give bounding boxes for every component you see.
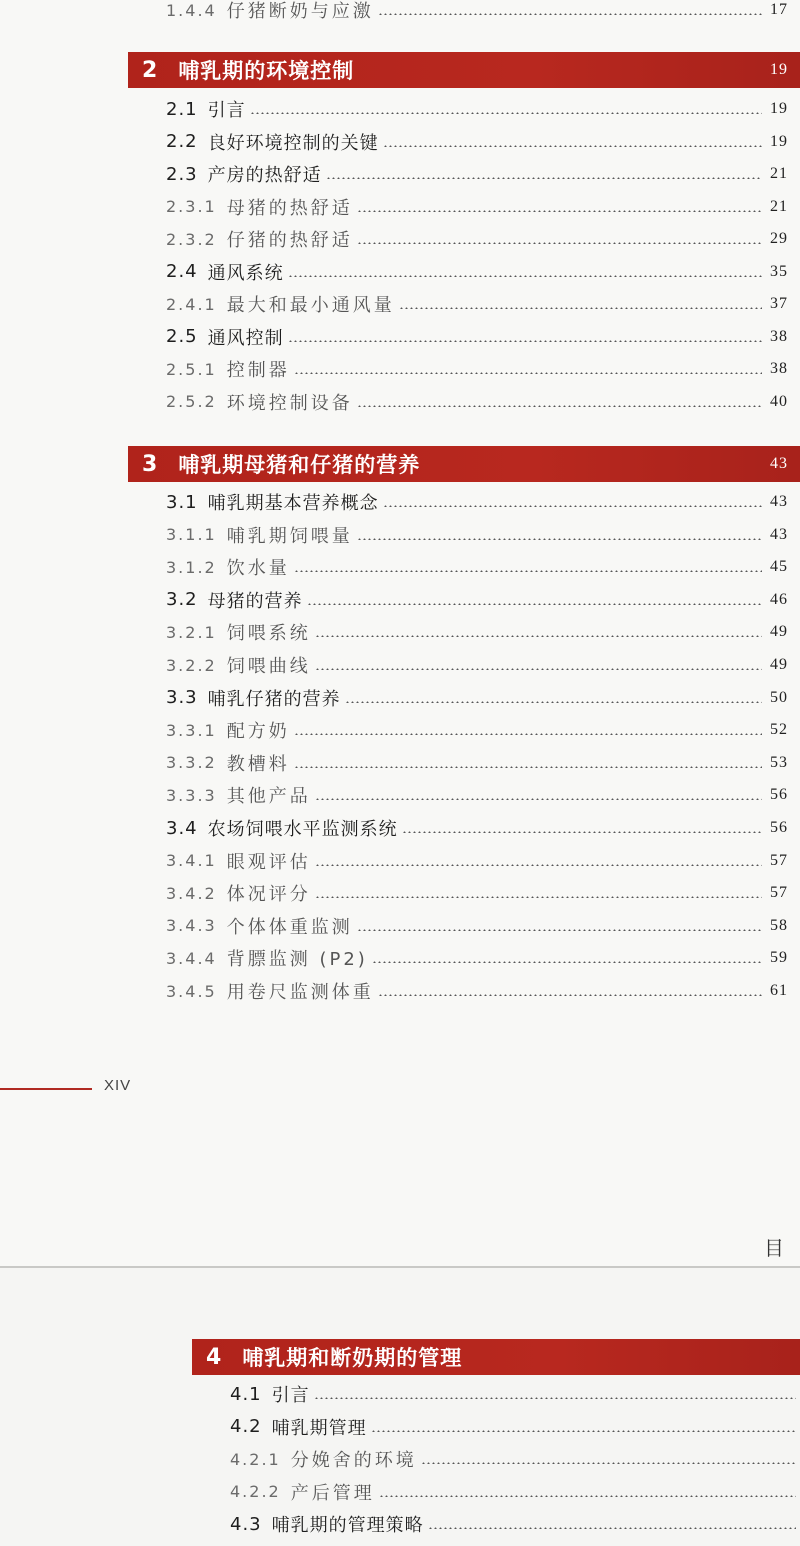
dot-leader [345,701,762,703]
entry-page: 59 [770,949,788,967]
toc-entry[interactable] [166,321,788,353]
entry-number: 3.4.4 [166,948,217,968]
chapter-number: 3 [142,451,159,477]
toc-entry[interactable] [230,1476,800,1508]
entry-title: 哺乳仔猪的营养 [207,688,341,710]
entry-number: 2.3 [166,163,198,185]
entry-title: 母猪的热舒适 [226,197,353,219]
entry-page: 49 [770,656,788,673]
entry-number: 3.4.1 [166,851,217,871]
entry-number: 2.3.2 [166,229,217,249]
dot-leader [372,961,762,963]
dot-leader [294,733,762,735]
dot-leader [288,340,762,342]
entry-title: 饲喂曲线 [226,656,311,677]
entry-page: 17 [770,1,788,18]
chapter-page: 43 [770,455,788,472]
entry-page: 19 [770,132,788,150]
toc-entry[interactable] [230,1443,800,1475]
entry-page: 43 [770,493,788,510]
toc-entry[interactable] [166,845,788,877]
dot-leader [315,668,762,670]
dot-leader [250,112,762,114]
entry-page: 35 [770,262,788,280]
entry-number: 1.4.4 [166,0,217,20]
toc-entry[interactable] [166,486,788,518]
entry-title: 哺乳期的管理策略 [271,1515,424,1536]
entry-page: 61 [770,982,788,999]
chapter-2-heading[interactable] [128,52,800,88]
entry-title: 通风控制 [207,327,284,349]
entry-number: 3.4.2 [166,883,217,903]
entry-title: 配方奶 [226,721,290,743]
dot-leader [379,1495,796,1497]
entry-number: 3.3.2 [166,753,217,773]
dot-leader [357,242,762,244]
entry-title: 最大和最小通风量 [226,295,395,316]
chapter-title: 哺乳期和断奶期的管理 [242,1346,463,1370]
entry-title: 母猪的营养 [207,590,303,612]
entry-number: 2.4.1 [166,294,217,314]
dot-leader [315,635,762,637]
entry-number: 3.4.3 [166,916,217,936]
entry-title: 分娩舍的环境 [290,1450,417,1471]
running-label: 目 [764,1236,784,1260]
chapter-title: 哺乳期的环境控制 [178,59,355,83]
dot-leader [378,994,762,996]
entry-page: 57 [770,851,788,869]
dot-leader [288,275,762,277]
entry-title: 良好环境控制的关键 [207,132,379,154]
entry-number: 3.2 [166,589,198,611]
entry-title: 饮水量 [226,558,290,580]
entry-title: 哺乳期饲喂量 [226,525,353,547]
entry-page: 37 [770,295,788,312]
entry-number: 4.2 [230,1416,262,1437]
toc-entry[interactable] [166,223,788,255]
toc-entry[interactable] [166,649,788,681]
toc-entry[interactable] [166,288,788,320]
entry-number: 2.1 [166,98,198,120]
dot-leader [357,929,762,931]
chapter-number: 2 [142,57,159,83]
entry-title: 哺乳期管理 [271,1417,367,1439]
folio-rule [0,1088,92,1090]
entry-page: 43 [770,525,788,543]
chapter-4-heading[interactable] [192,1339,800,1375]
chapter-page: 19 [770,61,788,78]
entry-page: 57 [770,884,788,902]
entry-number: 2.2 [166,131,198,152]
entry-number: 3.1.1 [166,525,217,545]
entry-page: 52 [770,721,788,739]
toc-entry[interactable] [166,0,788,26]
entry-number: 2.5 [166,326,198,347]
dot-leader [315,864,762,866]
entry-page: 19 [770,100,788,117]
entry-page: 58 [770,916,788,934]
dot-leader [371,1430,796,1432]
chapter-number: 4 [206,1344,223,1370]
dot-leader [402,831,762,833]
dot-leader [357,210,762,212]
entry-page: 21 [770,165,788,182]
entry-page: 45 [770,558,788,576]
entry-page: 29 [770,230,788,247]
dot-leader [428,1527,796,1529]
entry-page: 38 [770,360,788,377]
dot-leader [307,603,762,605]
toc-entry[interactable] [166,910,788,942]
entry-title: 教槽料 [226,753,290,775]
entry-page: 56 [770,786,788,804]
chapter-title: 哺乳期母猪和仔猪的营养 [178,453,421,477]
dot-leader [315,896,762,898]
toc-entry[interactable] [230,1378,800,1410]
entry-number: 3.3 [166,687,198,709]
toc-entry[interactable] [166,519,788,551]
entry-page: 21 [770,197,788,215]
toc-entry[interactable] [166,191,788,223]
toc-entry[interactable] [166,386,788,418]
toc-entry[interactable] [166,616,788,648]
toc-entry[interactable] [166,93,788,125]
entry-title: 产后管理 [290,1482,375,1504]
entry-page: 53 [770,753,788,771]
entry-number: 4.2.2 [230,1482,281,1501]
dot-leader [294,372,762,374]
entry-page: 40 [770,392,788,410]
page-folio: XIV [104,1077,132,1094]
entry-page: 49 [770,623,788,641]
entry-title: 用卷尺监测体重 [226,982,374,1003]
toc-entry[interactable] [166,682,788,714]
toc-entry[interactable] [166,126,788,158]
dot-leader [314,1397,796,1399]
dot-leader [383,145,762,147]
entry-number: 2.3.1 [166,197,217,216]
entry-page: 38 [770,327,788,345]
entry-title: 产房的热舒适 [207,165,322,186]
entry-title: 控制器 [226,360,290,381]
toc-entry[interactable] [166,714,788,746]
entry-number: 2.5.1 [166,359,217,379]
chapter-3-heading[interactable] [128,446,800,482]
entry-number: 4.3 [230,1513,262,1535]
dot-leader [294,570,762,572]
entry-number: 3.3.1 [166,720,217,740]
entry-number: 4.1 [230,1383,262,1405]
entry-number: 3.4.5 [166,981,217,1001]
toc-entry[interactable] [230,1411,800,1443]
entry-title: 哺乳期基本营养概念 [207,493,379,514]
entry-number: 2.4 [166,261,198,282]
entry-title: 饲喂系统 [226,623,311,645]
entry-title: 体况评分 [226,884,311,906]
entry-number: 3.1.2 [166,557,217,577]
entry-number: 3.2.1 [166,622,217,642]
entry-page: 50 [770,688,788,706]
toc-entry[interactable] [166,551,788,583]
toc-entry[interactable] [166,975,788,1007]
entry-title: 其他产品 [226,786,311,808]
toc-entry[interactable] [166,158,788,190]
toc-entry[interactable] [230,1508,800,1540]
toc-entry[interactable] [166,877,788,909]
entry-number: 3.2.2 [166,655,217,675]
dot-leader [294,766,762,768]
entry-number: 4.2.1 [230,1449,281,1469]
dot-leader [357,405,762,407]
toc-entry[interactable] [166,584,788,616]
entry-page: 56 [770,819,788,836]
entry-title: 引言 [207,100,246,121]
toc-entry[interactable] [166,747,788,779]
entry-title: 农场饲喂水平监测系统 [207,819,398,840]
entry-number: 3.1 [166,491,198,513]
entry-title: 眼观评估 [226,851,311,873]
dot-leader [326,177,762,179]
dot-leader [315,798,762,800]
entry-page: 46 [770,590,788,608]
entry-title: 引言 [271,1385,310,1406]
entry-title: 仔猪的热舒适 [226,230,353,251]
entry-title: 通风系统 [207,262,284,284]
page-seam [0,1266,800,1268]
toc-entry[interactable] [166,353,788,385]
entry-title: 环境控制设备 [226,392,353,414]
entry-number: 2.5.2 [166,392,217,411]
entry-title: 个体体重监测 [226,916,353,938]
dot-leader [357,538,762,540]
dot-leader [383,505,762,507]
dot-leader [378,13,762,15]
toc-entry[interactable] [166,256,788,288]
entry-title: 背膘监测 (P2) [226,949,368,971]
toc-entry[interactable] [166,779,788,811]
dot-leader [399,307,762,309]
toc-entry[interactable] [166,942,788,974]
entry-number: 3.3.3 [166,785,217,805]
toc-entry[interactable] [166,812,788,844]
dot-leader [421,1462,796,1464]
entry-title: 仔猪断奶与应激 [226,1,374,22]
entry-number: 3.4 [166,817,198,839]
